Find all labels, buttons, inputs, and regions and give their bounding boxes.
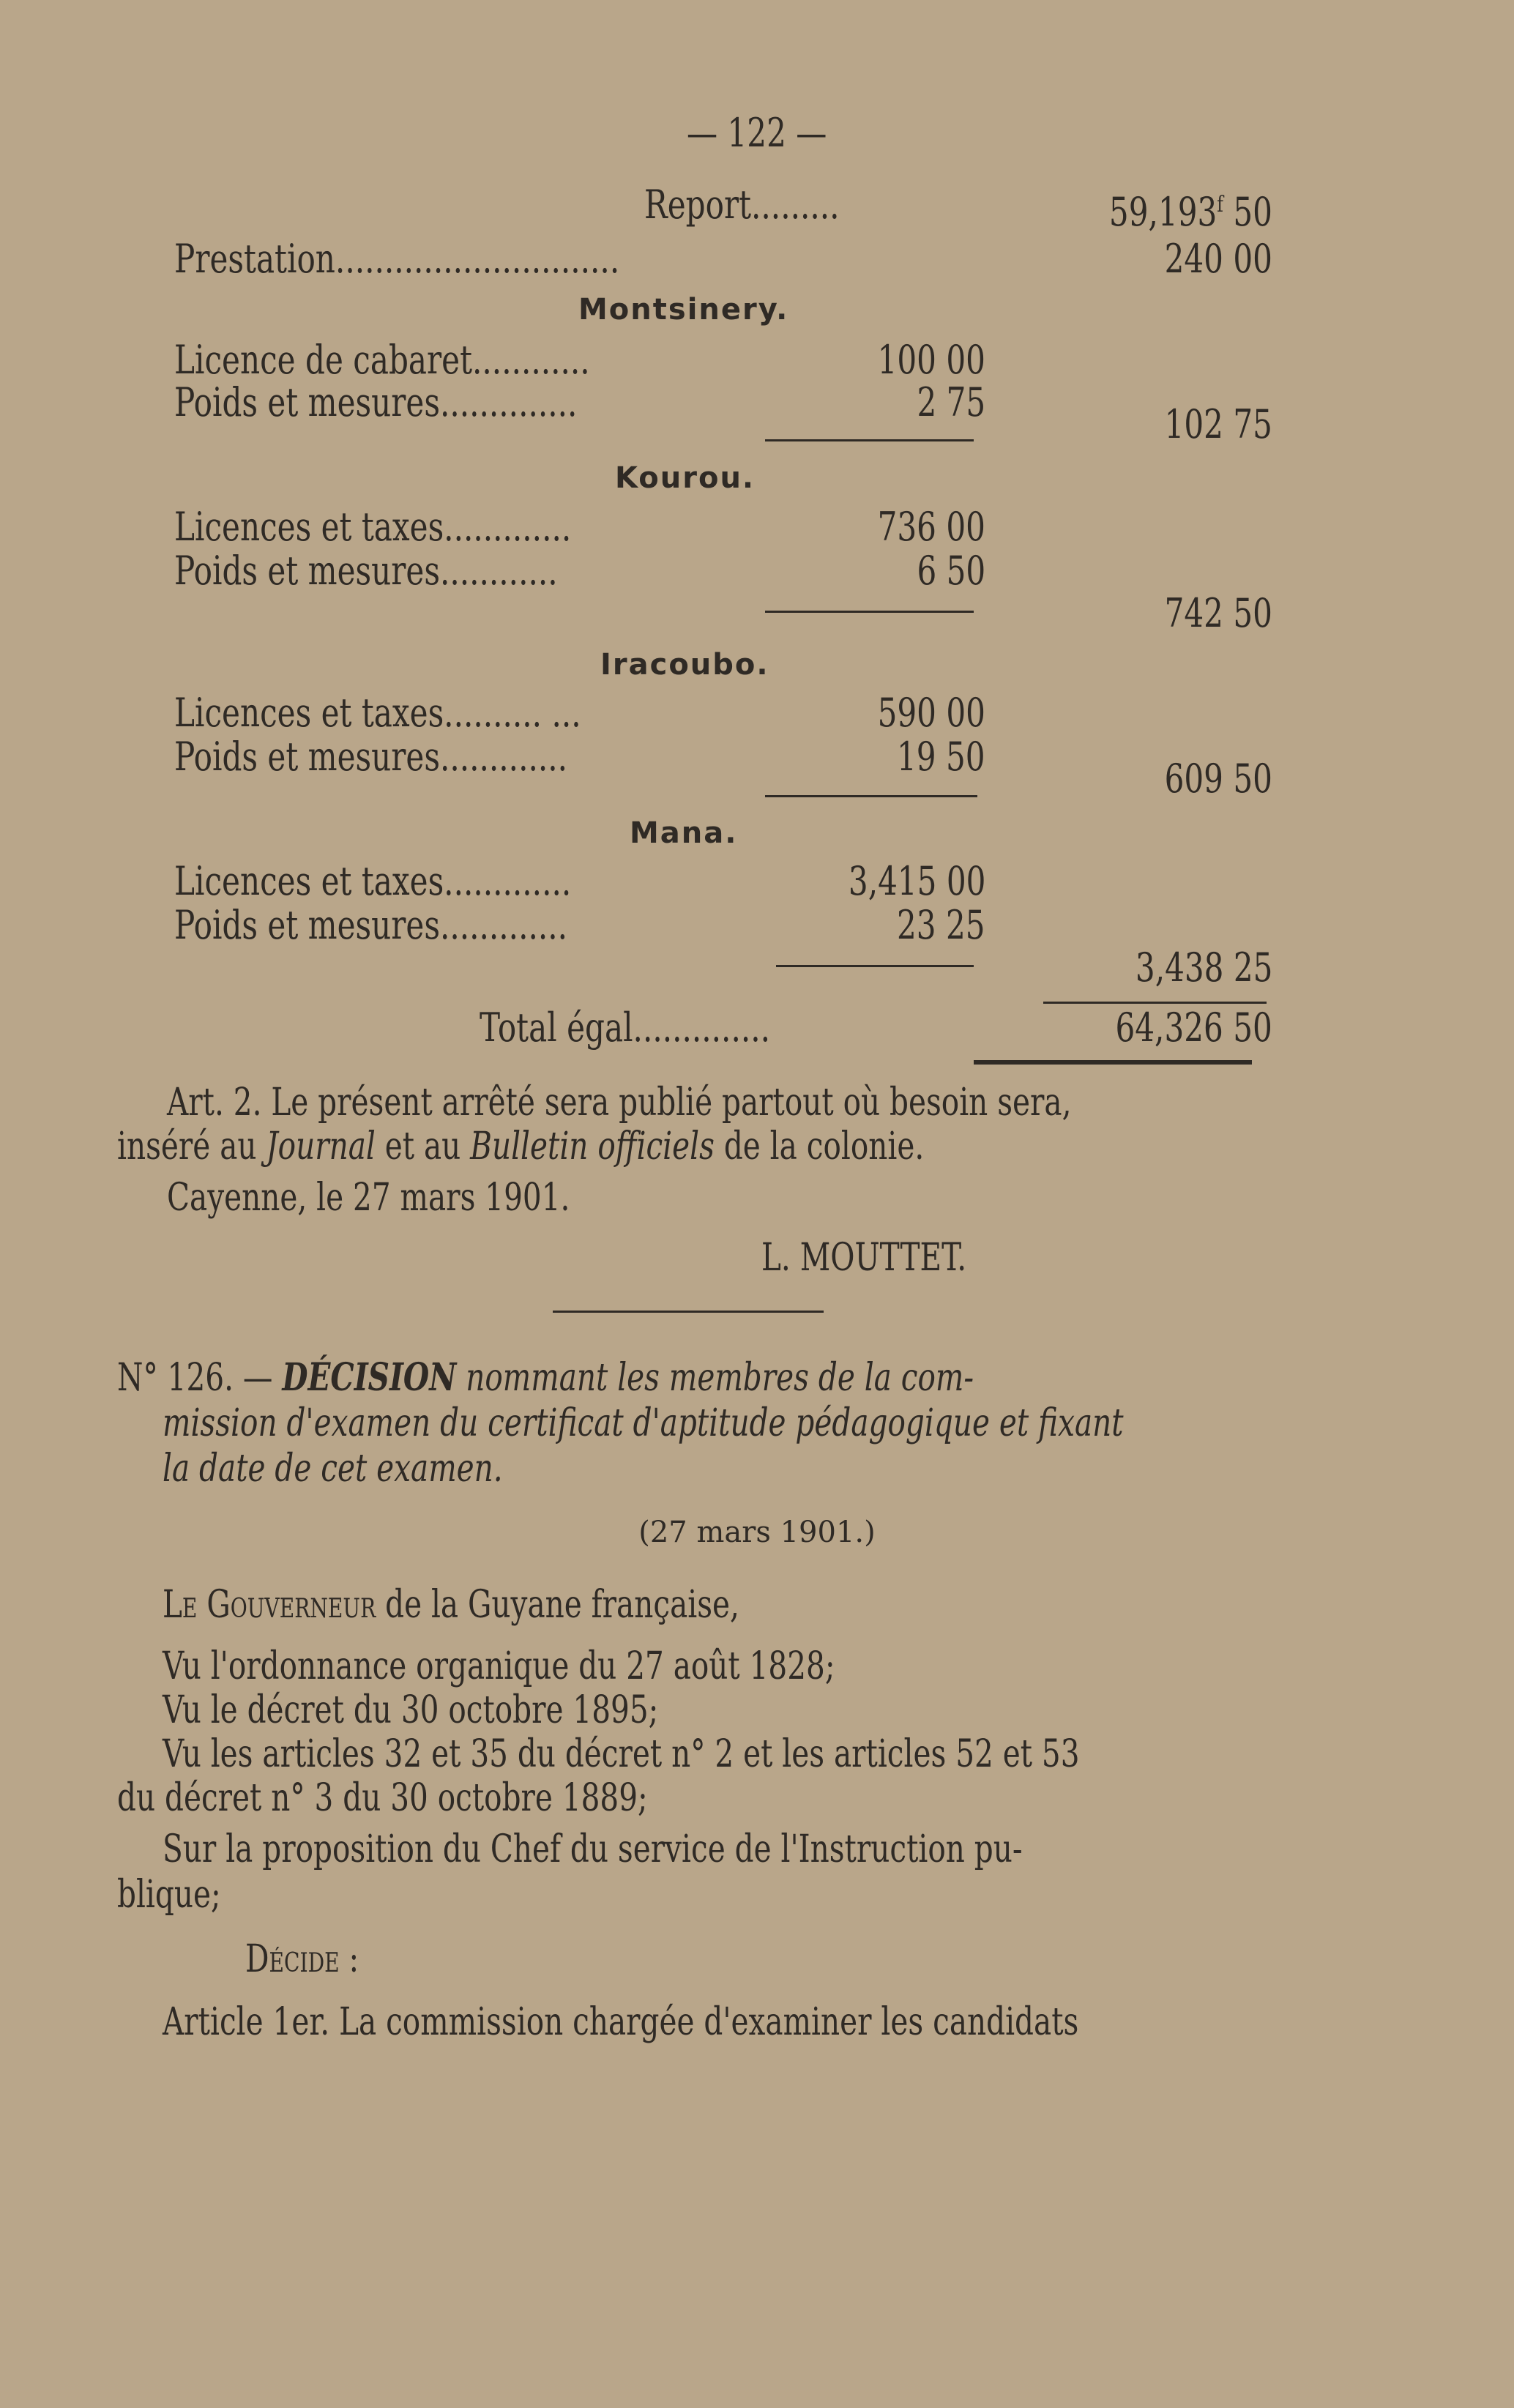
line-label: Poids et mesures............ [174,548,558,594]
report-label: Report......... [644,182,840,228]
line-amount: 590 00 [877,690,985,736]
sur-line-1: Sur la proposition du Chef du service de l'Instruction pu- [163,1827,1023,1871]
article-1: Article 1er. La commission chargée d'examiner les candidats [163,2000,1079,2044]
decision-title-line-1: N° 126. — DÉCISION nommant les membres de la com- [117,1355,974,1400]
vu-line-2: Vu le décret du 30 octobre 1895; [163,1688,659,1732]
subtotal-rule [776,965,974,967]
section-subtotal: 3,438 25 [1135,944,1272,991]
line-label: Licences et taxes............. [174,504,572,550]
total-label: Total égal.............. [480,1004,770,1051]
section-divider [553,1311,824,1313]
total-double-rule [974,1060,1252,1065]
decision-title-line-3: la date de cet examen. [163,1447,503,1491]
prestation-total: 240 00 [1164,236,1272,282]
line-label: Poids et mesures............. [174,734,568,780]
total-rule [1043,1002,1267,1004]
line-amount: 3,415 00 [848,858,985,904]
vu-line-3-cont: du décret n° 3 du 30 octobre 1889; [117,1776,648,1820]
section-subtotal: 102 75 [1164,401,1272,447]
gouverneur-line: Le Gouverneur de la Guyane française, [163,1583,739,1627]
line-label: Licences et taxes.......... ... [174,690,581,736]
total-value: 64,326 50 [1115,1004,1272,1051]
section-heading-kourou: Kourou. [615,461,756,495]
article-2-line-2: inséré au Journal et au Bulletin officiels de la colonie. [117,1125,925,1168]
subtotal-rule [765,795,977,797]
section-heading-mana: Mana. [630,816,738,850]
subtotal-rule [765,439,974,441]
vu-line-1: Vu l'ordonnance organique du 27 août 1828; [163,1644,835,1688]
section-subtotal: 609 50 [1164,756,1272,802]
line-amount: 100 00 [877,337,985,383]
report-total: 59,193$^f$ 50 [1108,189,1272,235]
line-label: Licence de cabaret............ [174,337,590,383]
line-amount: 2 75 [917,379,985,425]
subtotal-rule [765,611,974,613]
decision-title-line-2: mission d'examen du certificat d'aptitude pédagogique et fixant [163,1401,1124,1445]
decision-date: (27 mars 1901.) [638,1516,876,1549]
line-label: Poids et mesures............. [174,902,568,948]
section-subtotal: 742 50 [1164,590,1272,636]
section-heading-montsinery: Montsinery. [578,293,789,327]
signature: L. MOUTTET. [761,1236,967,1280]
article-2-line-1: Art. 2. Le présent arrêté sera publié partout où besoin sera, [167,1081,1072,1125]
vu-line-3: Vu les articles 32 et 35 du décret n° 2 et les articles 52 et 53 [163,1732,1080,1776]
line-amount: 736 00 [877,504,985,550]
place-date: Cayenne, le 27 mars 1901. [167,1176,570,1220]
prestation-label: Prestation............................. [174,236,620,282]
sur-line-2: blique; [117,1873,221,1917]
line-label: Poids et mesures.............. [174,379,578,425]
page-number: — 122 — [687,110,827,156]
section-heading-iracoubo: Iracoubo. [600,648,769,682]
line-amount: 23 25 [897,902,985,948]
decide-heading: Décide : [245,1937,359,1981]
line-amount: 19 50 [897,734,985,780]
line-amount: 6 50 [917,548,985,594]
line-label: Licences et taxes............. [174,858,572,904]
